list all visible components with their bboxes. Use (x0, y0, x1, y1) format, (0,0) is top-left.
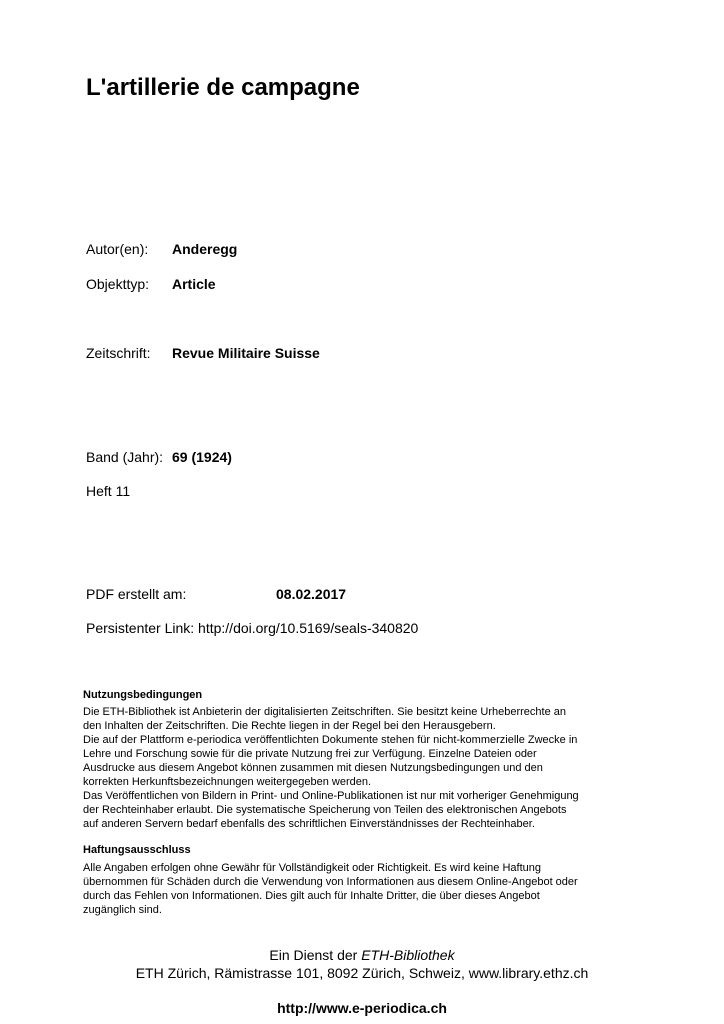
volume-label: Band (Jahr): (86, 449, 164, 465)
footer-address: ETH Zürich, Rämistrasse 101, 8092 Zürich, Schweiz, www.library.ethz.ch (135, 965, 589, 981)
journal-value: Revue Militaire Suisse (172, 345, 320, 361)
disclaimer-body (83, 861, 663, 917)
object-type-label: Objekttyp: (86, 276, 150, 292)
disclaimer-line: durch das Fehlen von Informationen. Dies gilt auch für Inhalte Dritter, die über dieses Angebot (83, 890, 540, 902)
footer-url-link[interactable]: http://www.e-periodica.ch (277, 1000, 447, 1016)
pdf-created-value: 08.02.2017 (276, 586, 347, 602)
footer-service-name: ETH-Bibliothek (361, 947, 455, 963)
terms-line: Die auf der Plattform e-periodica veröffentlichten Dokumente stehen für nicht-kommerzielle Zwecke in (83, 734, 578, 746)
author-value: Anderegg (172, 241, 238, 257)
pdf-created-label: PDF erstellt am: (86, 586, 187, 602)
volume-value: 69 (1924) (172, 449, 232, 465)
terms-line: korrekten Herkunftsbezeichnungen weitergegeben werden. (83, 776, 372, 788)
journal-label: Zeitschrift: (86, 345, 151, 361)
issue-label: Heft 11 (86, 483, 131, 499)
document-title: L'artillerie de campagne (86, 74, 360, 101)
terms-line: auf anderen Servern bedarf ebenfalls des schriftlichen Einverständnisses der Rechteinhaber. (83, 818, 535, 830)
object-type-value: Article (172, 276, 216, 292)
persistent-link[interactable]: Persistenter Link: http://doi.org/10.5169/seals-340820 (86, 620, 419, 636)
terms-line: der Rechteinhaber erlaubt. Die systematische Speicherung von Teilen des elektronischen Angebots (83, 804, 567, 816)
footer-service (0, 947, 724, 963)
footer-service-prefix: Ein Dienst der (269, 947, 362, 963)
author-label: Autor(en): (86, 241, 149, 257)
terms-line: den Inhalten der Zeitschriften. Die Rechte liegen in der Regel bei den Herausgebern. (83, 720, 496, 732)
terms-heading: Nutzungsbedingungen (83, 689, 203, 701)
terms-body (83, 705, 663, 831)
terms-line: Lehre und Forschung sowie für die private Nutzung frei zur Verfügung. Einzelne Dateien oder (83, 748, 537, 760)
terms-line: Ausdrucke aus diesem Angebot können zusammen mit diesen Nutzungsbedingungen und den (83, 762, 543, 774)
terms-line: Das Veröffentlichen von Bildern in Print- und Online-Publikationen ist nur mit vorheriger Genehmigung (83, 790, 579, 802)
disclaimer-line: zugänglich sind. (83, 904, 162, 916)
disclaimer-heading: Haftungsausschluss (83, 844, 191, 856)
terms-line: Die ETH-Bibliothek ist Anbieterin der digitalisierten Zeitschriften. Sie besitzt keine Urheberrechte an (83, 706, 567, 718)
disclaimer-line: Alle Angaben erfolgen ohne Gewähr für Vollständigkeit oder Richtigkeit. Es wird keine Haftung (83, 862, 541, 874)
disclaimer-line: übernommen für Schäden durch die Verwendung von Informationen aus diesem Online-Angebot oder (83, 876, 578, 888)
